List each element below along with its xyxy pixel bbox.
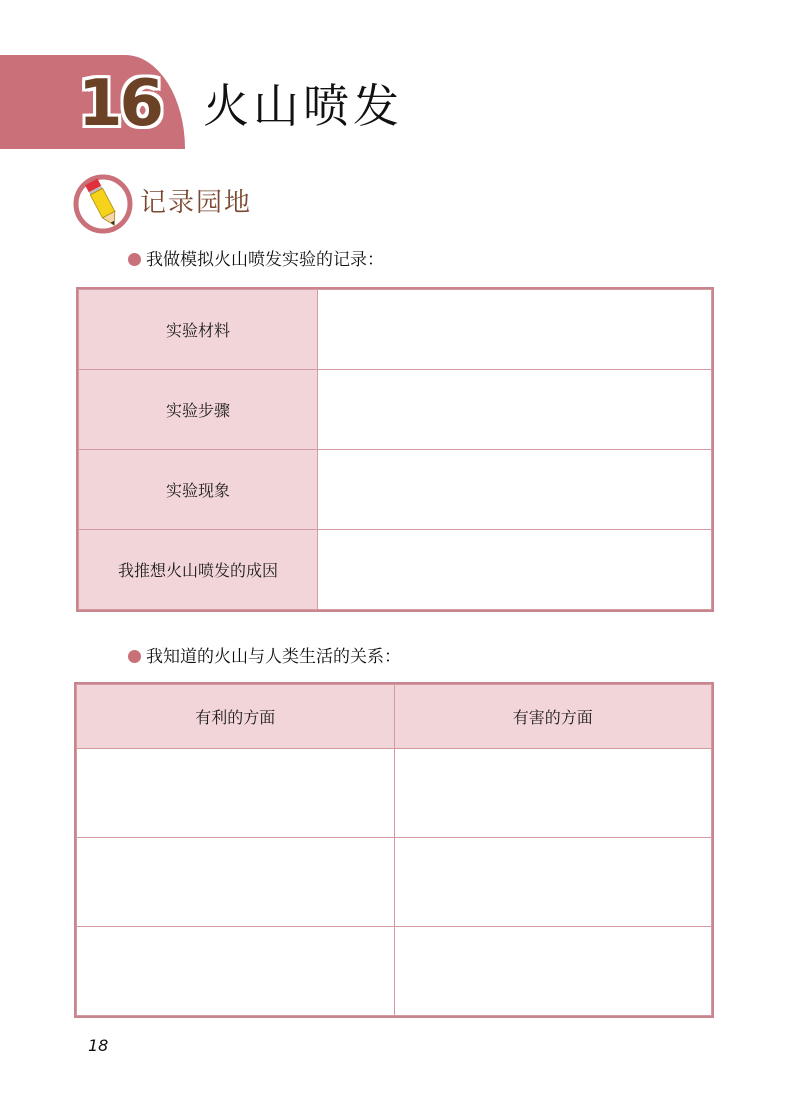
record-table — [78, 289, 712, 610]
answer-cell[interactable] — [318, 530, 712, 610]
table-row — [79, 290, 712, 370]
lesson-number: 16 — [78, 67, 162, 141]
answer-cell[interactable] — [394, 749, 712, 838]
record-prompt — [128, 249, 384, 271]
pencil-icon — [72, 173, 134, 235]
bullet-dot-icon — [128, 650, 141, 663]
answer-cell[interactable] — [394, 927, 712, 1016]
section-title: 记录园地 — [140, 188, 253, 218]
column-header-benefits: 有利的方面 — [77, 685, 395, 749]
answer-cell[interactable] — [318, 290, 712, 370]
answer-cell[interactable] — [77, 927, 395, 1016]
answer-cell[interactable] — [77, 838, 395, 927]
bullet-dot-icon — [128, 253, 141, 266]
column-header-harms: 有害的方面 — [394, 685, 712, 749]
answer-cell[interactable] — [318, 370, 712, 450]
table-row — [77, 838, 712, 927]
relation-prompt — [128, 646, 401, 668]
page-number: 18 — [88, 1036, 109, 1055]
row-label: 我推想火山喷发的成因 — [79, 530, 318, 610]
row-label: 实验步骤 — [79, 370, 318, 450]
answer-cell[interactable] — [394, 838, 712, 927]
answer-cell[interactable] — [318, 450, 712, 530]
row-label: 实验现象 — [79, 450, 318, 530]
relation-prompt-text: 我知道的火山与人类生活的关系： — [146, 647, 401, 667]
table-row — [79, 450, 712, 530]
table-row — [77, 749, 712, 838]
relation-table — [76, 684, 712, 1016]
record-prompt-text: 我做模拟火山喷发实验的记录： — [146, 250, 384, 270]
table-row — [77, 927, 712, 1016]
table-row — [79, 530, 712, 610]
lesson-title: 火山喷发 — [203, 79, 403, 133]
table-row — [79, 370, 712, 450]
table-header-row — [77, 685, 712, 749]
answer-cell[interactable] — [77, 749, 395, 838]
row-label: 实验材料 — [79, 290, 318, 370]
